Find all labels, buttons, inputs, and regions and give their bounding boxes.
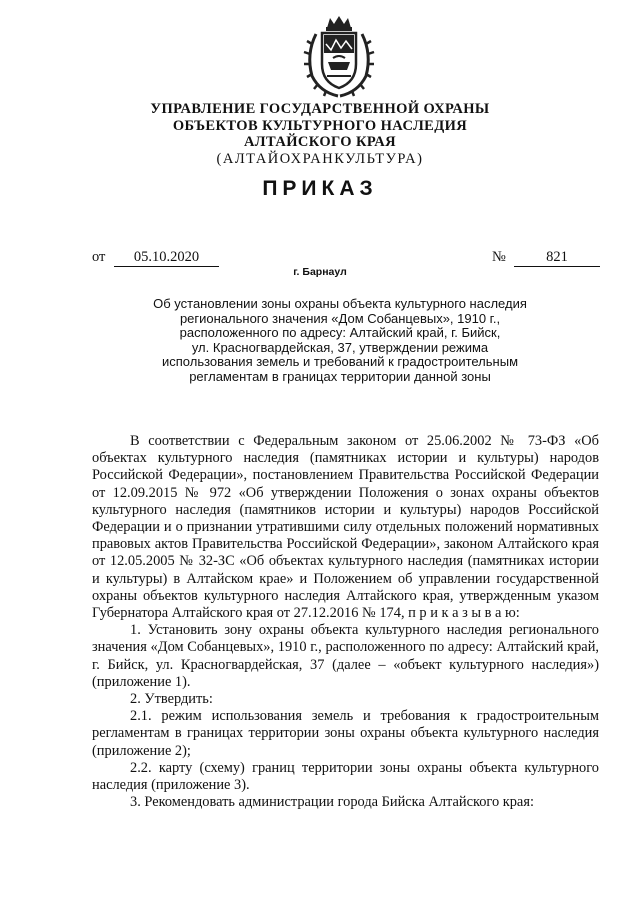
- item-1-paragraph: 1. Установить зону охраны объекта культурного наследия регионального значения «Дом Собанцевых», 1910 г., расположенного по адресу: Алтайский край, г. Бийск, ул. Красногвардейская, 37 (далее – «объект культурного наследия») (приложение 1).: [92, 622, 599, 690]
- order-subject: [100, 297, 580, 384]
- preamble-paragraph: В соответствии с Федеральным законом от 25.06.2002 № 73-ФЗ «Об объектах культурного наследия (памятниках истории и культуры) народов Российской Федерации», постановлением Правительства Российской Федерации от 12.09.2015 № 972 «Об утверждении Положения о зонах охраны объектов культурного наследия (памятников истории и культуры) народов Российской Федерации и о признании утратившими силу отдельных положений нормативных правовых актов Правительства Российской Федерации», законом Алтайского края от 12.05.2005 № 32-ЗС «Об объектах культурного наследия (памятниках истории и культуры) в Алтайском крае» и Положением об управлении государственной охраны объектов культурного наследия Алтайского края, утвержденным указом Губернатора Алтайского края от 27.12.2016 № 174, п р и к а з ы в а ю:: [92, 433, 599, 622]
- coat-of-arms-emblem: [300, 14, 378, 100]
- subject-line: использования земель и требований к градостроительным: [161, 354, 519, 369]
- subject-line: регионального значения «Дом Собанцевых», 1910 г.,: [179, 310, 501, 326]
- document-type-title: ПРИКАЗ: [262, 177, 378, 200]
- org-line: (АЛТАЙОХРАНКУЛЬТУРА): [216, 150, 424, 167]
- city-name: г. Барнаул: [293, 266, 347, 278]
- org-line: УПРАВЛЕНИЕ ГОСУДАРСТВЕННОЙ ОХРАНЫ: [150, 101, 490, 117]
- from-label: от: [92, 249, 106, 265]
- item-3-paragraph: 3. Рекомендовать администрации города Бийска Алтайского края:: [130, 794, 534, 811]
- order-number: 821: [514, 249, 600, 267]
- number-label: №: [492, 249, 506, 265]
- order-body: [92, 433, 599, 811]
- org-line: ОБЪЕКТОВ КУЛЬТУРНОГО НАСЛЕДИЯ: [172, 117, 468, 134]
- subject-line: ул. Красногвардейская, 37, утверждении режима: [191, 339, 489, 355]
- subject-line: регламентам в границах территории данной зоны: [189, 368, 491, 384]
- subject-line: расположенного по адресу: Алтайский край, г. Бийск,: [179, 325, 501, 340]
- org-line: АЛТАЙСКОГО КРАЯ: [243, 134, 397, 150]
- organization-name: [0, 101, 640, 167]
- item-2-1-paragraph: 2.1. режим использования земель и требования к градостроительным регламентам в границах территории зоны охраны объекта культурного наследия (приложение 2);: [92, 708, 599, 759]
- item-2-2-paragraph: 2.2. карту (схему) границ территории зоны охраны объекта культурного наследия (приложение 3).: [92, 759, 599, 794]
- subject-line: Об установлении зоны охраны объекта культурного наследия: [153, 296, 527, 311]
- item-2-paragraph: 2. Утвердить:: [130, 691, 213, 708]
- order-date: 05.10.2020: [114, 249, 219, 267]
